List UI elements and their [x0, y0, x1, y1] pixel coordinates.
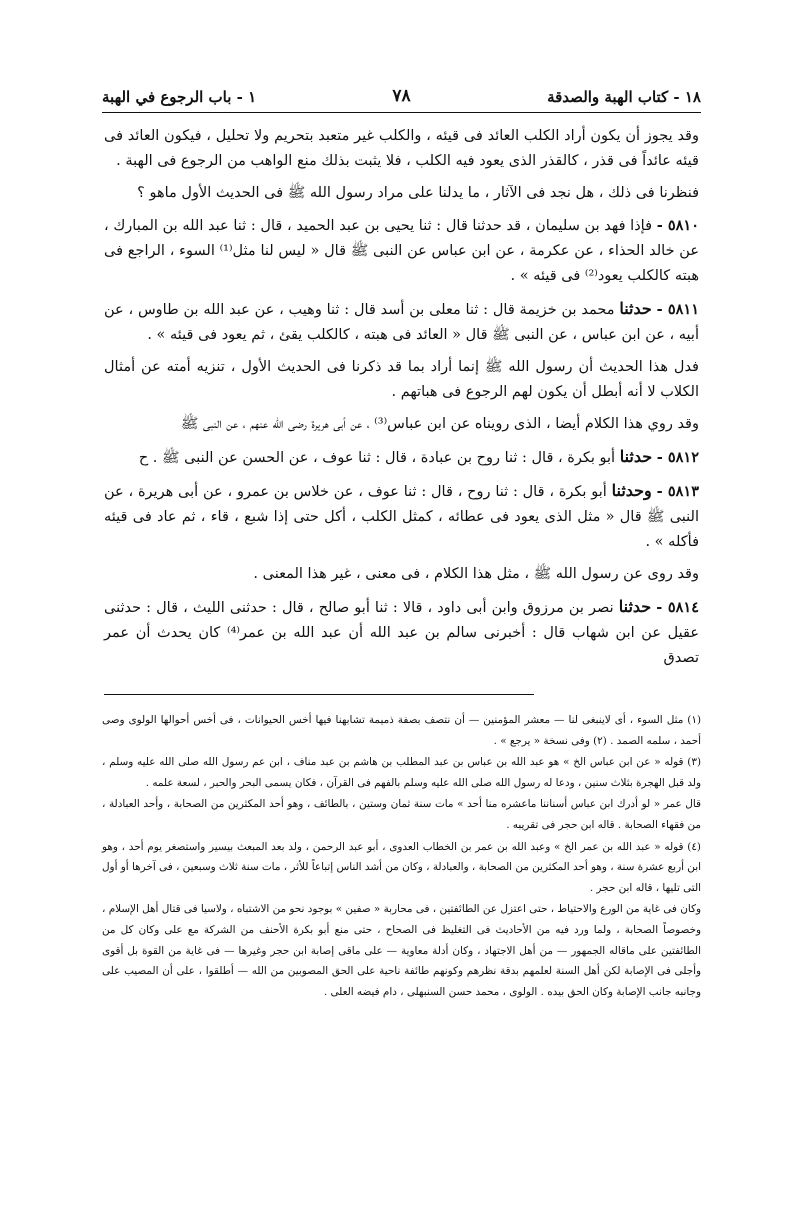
section-title: ١ - باب الرجوع في الهبة — [102, 88, 257, 106]
footnote-divider — [104, 694, 534, 695]
hadith-number: ٥٨١٠ - — [656, 217, 700, 234]
paragraph: وقد روى عن رسول الله ﷺ ، مثل هذا الكلام ، فى معنى ، غير هذا المعنى . — [253, 566, 699, 582]
hadith-5811 — [104, 296, 699, 348]
hadith-number: ٥٨١٤ - — [656, 599, 699, 616]
haddathana-word: حدثنا — [619, 299, 652, 318]
hadith-5813 — [104, 478, 699, 555]
hadith-number: ٥٨١٢ - — [656, 449, 699, 466]
footnote: (٤) قوله « عبد الله بن عمر الخ » وعبد الله بن عمر بن الخطاب العدوى ، أبو عبد الرحمن ، ولد بعد المبعث بيسير واستصغر يوم أحد ، وهو ابن أربع عشرة سنة ، وهو أحد المكثرين من الصحابة ، والعبادلة ، وكان من أشد الناس إتباعاً للأثر ، مات سنة ثلاث وسبعين ، فى آخرها أو أول التى تليها ، قاله ابن حجر . — [102, 840, 701, 894]
footnotes — [102, 710, 701, 1003]
haddathana-word: حدثنا — [619, 447, 653, 466]
hadith-text: أبو بكرة ، قال : ثنا روح ، قال : ثنا عوف ، عن خلاس بن عمرو ، عن أبى هريرة ، عن النبى ﷺ قال « مثل الذى يعود فى عطائه ، كمثل الكلب ، أكل حتى إذا شبع ، قاء ، ثم عاد فى قيئه فأكله » . — [104, 484, 699, 550]
main-text — [104, 124, 699, 678]
chapter-title: ١٨ - كتاب الهبة والصدقة — [547, 88, 701, 106]
paragraph: وقد يجوز أن يكون أراد الكلب العائد فى قيئه ، والكلب غير متعبد بتحريم ولا تحليل ، فيكون العائد فى قيئه عائداً فى قذر ، كالقذر الذى يعود فيه الكلب ، فلا يثبت بذلك منع الواهب من الرجوع فى الهبة . — [104, 128, 699, 169]
hadith-5810 — [104, 213, 699, 289]
page-number: ٧٨ — [392, 86, 411, 106]
footnote: (١) مثل السوء ، أى لاينبغى لنا — معشر المؤمنين — أن نتصف بصفة ذميمة تشابهنا فيها أخس الحيوانات ، فى أخس أحوالها الولوى وصى أحمد ، سلمه الصمد . (٢) وفى نسخة « يرجع » . — [102, 714, 701, 747]
paragraph: فنظرنا فى ذلك ، هل نجد فى الآثار ، ما يدلنا على مراد رسول الله ﷺ فى الحديث الأول ماهو ؟ — [137, 185, 699, 201]
footnote: قال عمر « لو أدرك ابن عباس أسناننا ماعشره منا أحد » مات سنة ثمان وستين ، بالطائف ، وهو أحد المكثرين من الصحابة ، وأحد العبادلة ، من فقهاء الصحابة . قاله ابن حجر فى تقريبه . — [102, 798, 701, 831]
haddathana-word: وحدثنا — [611, 481, 652, 500]
haddathana-word: حدثنا — [618, 597, 652, 616]
hadith-5814 — [104, 594, 699, 671]
footnote: وكان فى غاية من الورع والاحتياط ، حتى اعتزل عن الطائفتين ، فى محاربة « صفين » بوجود نحو من الاشتباه ، ولاسيا فى قتال أهل الإسلام ، وخصوصاً الصحابة ، ولما ورد فيه من الأحاديث فى التغليظ فى الصحاح ، حتى منع أبو بكرة الأحنف من الشركة مع على وكان كل من الطائفتين على ماقاله الجمهور — من أهل الاجتهاد ، وكان أدلة معاوية — على ماقى إصابة ابن حجر وغيرها — فى غاية من القوة بل أقوى وأجلى فى الإصابة لكن أهل السنة لعلمهم بدقة نظرهم وكونهم طائفة ناحية على الحق المصوبين من الله — أطلقوا ، على أن المصيب على وجانبه جانب الإصابة وكان الحق بيده . الولوى ، محمد حسن السنبهلى ، دام فيضه العلى . — [102, 903, 701, 998]
paragraph: وقد روي هذا الكلام أيضا ، الذى رويناه عن ابن عباس⁽³⁾ ، عن أبى هريرة رضى الله عنهم ، عن النبى ﷺ — [180, 416, 699, 432]
hadith-5812 — [104, 444, 699, 471]
hadith-text: فإذا فهد بن سليمان ، قد حدثنا قال : ثنا يحيى بن عبد الحميد ، قال : ثنا عبد الله بن المبارك ، عن خالد الحذاء ، عن عكرمة ، عن ابن عباس عن النبى ﷺ قال « ليس لنا مثل⁽¹⁾ السوء ، الراجع فى هبته كالكلب يعود⁽²⁾ فى قيئه » . — [104, 218, 699, 284]
page-header — [102, 82, 701, 113]
hadith-number: ٥٨١٣ - — [656, 483, 700, 500]
footnote: (٣) قوله « عن ابن عباس الخ » هو عبد الله بن عباس بن عبد المطلب بن هاشم بن عبد مناف ، ابن عم رسول الله صلى الله عليه وسلم ، ولد قبل الهجرة بثلاث سنين ، ودعا له رسول الله صلى الله عليه وسلم بالفهم فى القرآن ، فكان يسمى البحر والحبر ، لسعة علمه . — [102, 756, 701, 789]
paragraph: فدل هذا الحديث أن رسول الله ﷺ إنما أراد بما قد ذكرنا فى الحديث الأول ، تنزيه أمته عن أمثال الكلاب لا أنه أبطل أن يكون لهم الرجوع فى هباتهم . — [104, 359, 699, 400]
hadith-text: محمد بن خزيمة قال : ثنا معلى بن أسد قال : ثنا وهيب ، عن عبد الله بن طاوس ، عن أبيه ، عن ابن عباس ، عن النبى ﷺ قال « العائد فى هبته ، كالكلب يقئ ، ثم يعود فى قيئه » . — [104, 302, 699, 343]
hadith-text: أبو بكرة ، قال : ثنا روح بن عبادة ، قال : ثنا عوف ، عن الحسن عن النبى ﷺ . ح — [138, 450, 616, 466]
hadith-number: ٥٨١١ - — [656, 301, 700, 318]
hadith-text: نصر بن مرزوق وابن أبى داود ، قالا : ثنا أبو صالح ، قال : حدثنى الليث ، قال : حدثنى عقيل عن ابن شهاب قال : أخبرنى سالم بن عبد الله أن عبد الله بن عمر⁽⁴⁾ كان يحدث أن عمر تصدق — [104, 600, 699, 666]
